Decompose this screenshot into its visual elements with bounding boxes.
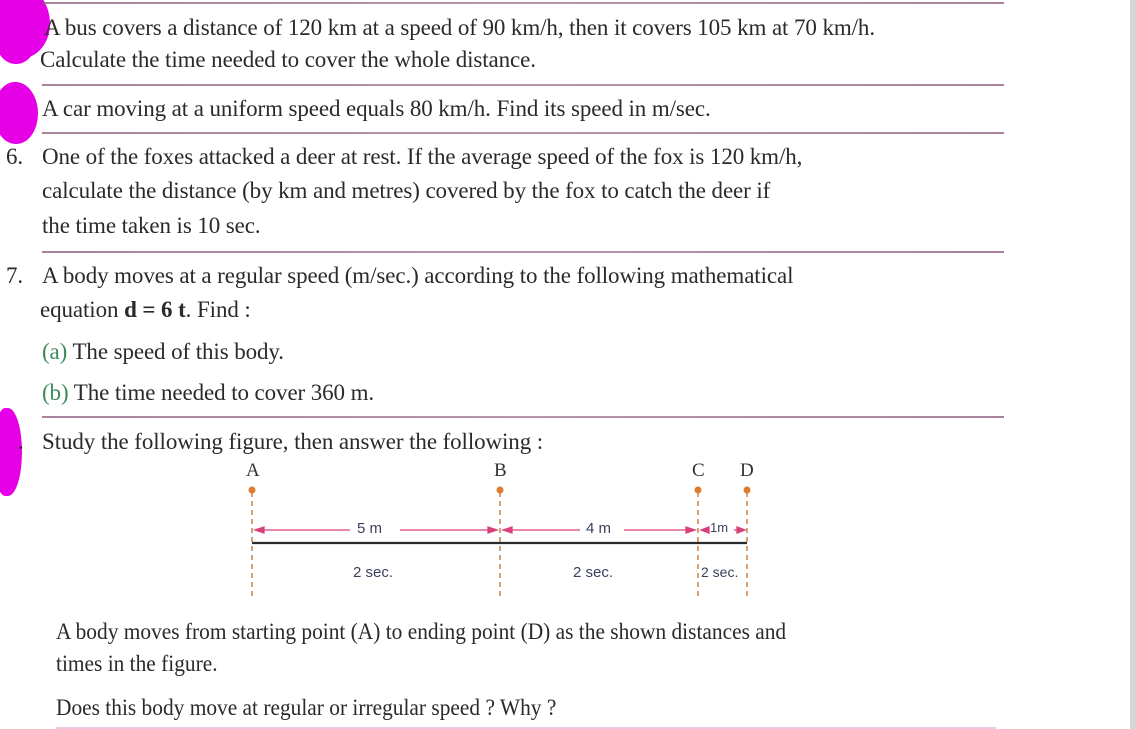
question-text: Calculate the time needed to cover the whole distance. bbox=[40, 47, 536, 72]
question-number: . bbox=[18, 429, 24, 454]
distance-label-ab: 5 m bbox=[357, 520, 383, 537]
question-text: Study the following figure, then answer the following : bbox=[42, 429, 544, 454]
highlight-mark bbox=[0, 18, 36, 64]
question-text: A body moves at a regular speed (m/sec.) according to the following mathematical bbox=[42, 263, 794, 288]
question-8-body-line-1 bbox=[56, 618, 786, 646]
distance-label-cd: 1m bbox=[710, 520, 729, 535]
question-7-line-2 bbox=[40, 296, 251, 324]
question-8-line-1 bbox=[18, 428, 543, 456]
answer-line bbox=[42, 416, 1004, 418]
point-label-a: A bbox=[246, 460, 260, 481]
part-text: The speed of this body. bbox=[72, 339, 284, 364]
question-8-body-line-2 bbox=[56, 650, 218, 678]
time-label-bc: 2 sec. bbox=[573, 564, 614, 581]
part-label: (b) bbox=[42, 380, 69, 405]
answer-line bbox=[42, 132, 1004, 134]
question-7-line-1 bbox=[6, 262, 793, 290]
question-text: A bus covers a distance of 120 km at a speed of 90 km/h, then it covers 105 km at 70 km/h. bbox=[44, 15, 875, 40]
question-5-line-1 bbox=[42, 95, 711, 123]
question-4-line-1 bbox=[44, 14, 875, 42]
question-6-line-3 bbox=[42, 212, 261, 240]
distance-label-bc: 4 m bbox=[586, 520, 612, 537]
page-edge bbox=[1130, 0, 1136, 729]
point-label-c: C bbox=[692, 460, 705, 481]
question-6-line-1 bbox=[6, 143, 802, 171]
question-text: A car moving at a uniform speed equals 80 km/h. Find its speed in m/sec. bbox=[42, 96, 711, 121]
question-text: times in the figure. bbox=[56, 651, 218, 676]
question-text: the time taken is 10 sec. bbox=[42, 213, 261, 238]
question-8-question bbox=[56, 694, 556, 722]
question-text: Does this body move at regular or irregular speed ? Why ? bbox=[56, 695, 557, 720]
part-label: (a) bbox=[42, 339, 68, 364]
question-7-part-b bbox=[42, 379, 374, 407]
question-text: One of the foxes attacked a deer at rest. If the average speed of the fox is 120 km/h, bbox=[42, 144, 803, 169]
question-7-part-a bbox=[42, 338, 284, 366]
point-label-b: B bbox=[494, 460, 507, 481]
question-text: equation bbox=[40, 297, 125, 322]
question-text: . Find : bbox=[185, 297, 251, 322]
answer-line bbox=[42, 251, 1004, 253]
time-label-ab: 2 sec. bbox=[353, 564, 394, 581]
separator-line bbox=[42, 2, 1004, 4]
equation: d = 6 t bbox=[124, 297, 186, 322]
question-4-line-2 bbox=[40, 46, 536, 74]
question-number: 7. bbox=[6, 263, 24, 288]
point-label-d: D bbox=[740, 460, 754, 481]
answer-line bbox=[42, 84, 1004, 86]
question-number: 6. bbox=[6, 144, 24, 169]
question-text: A body moves from starting point (A) to ending point (D) as the shown distances and bbox=[56, 619, 787, 644]
part-text: The time needed to cover 360 m. bbox=[73, 380, 375, 405]
time-label-cd: 2 sec. bbox=[701, 564, 739, 580]
highlight-mark bbox=[0, 82, 38, 144]
question-text: calculate the distance (by km and metres) covered by the fox to catch the deer if bbox=[42, 178, 771, 203]
question-6-line-2 bbox=[42, 177, 770, 205]
